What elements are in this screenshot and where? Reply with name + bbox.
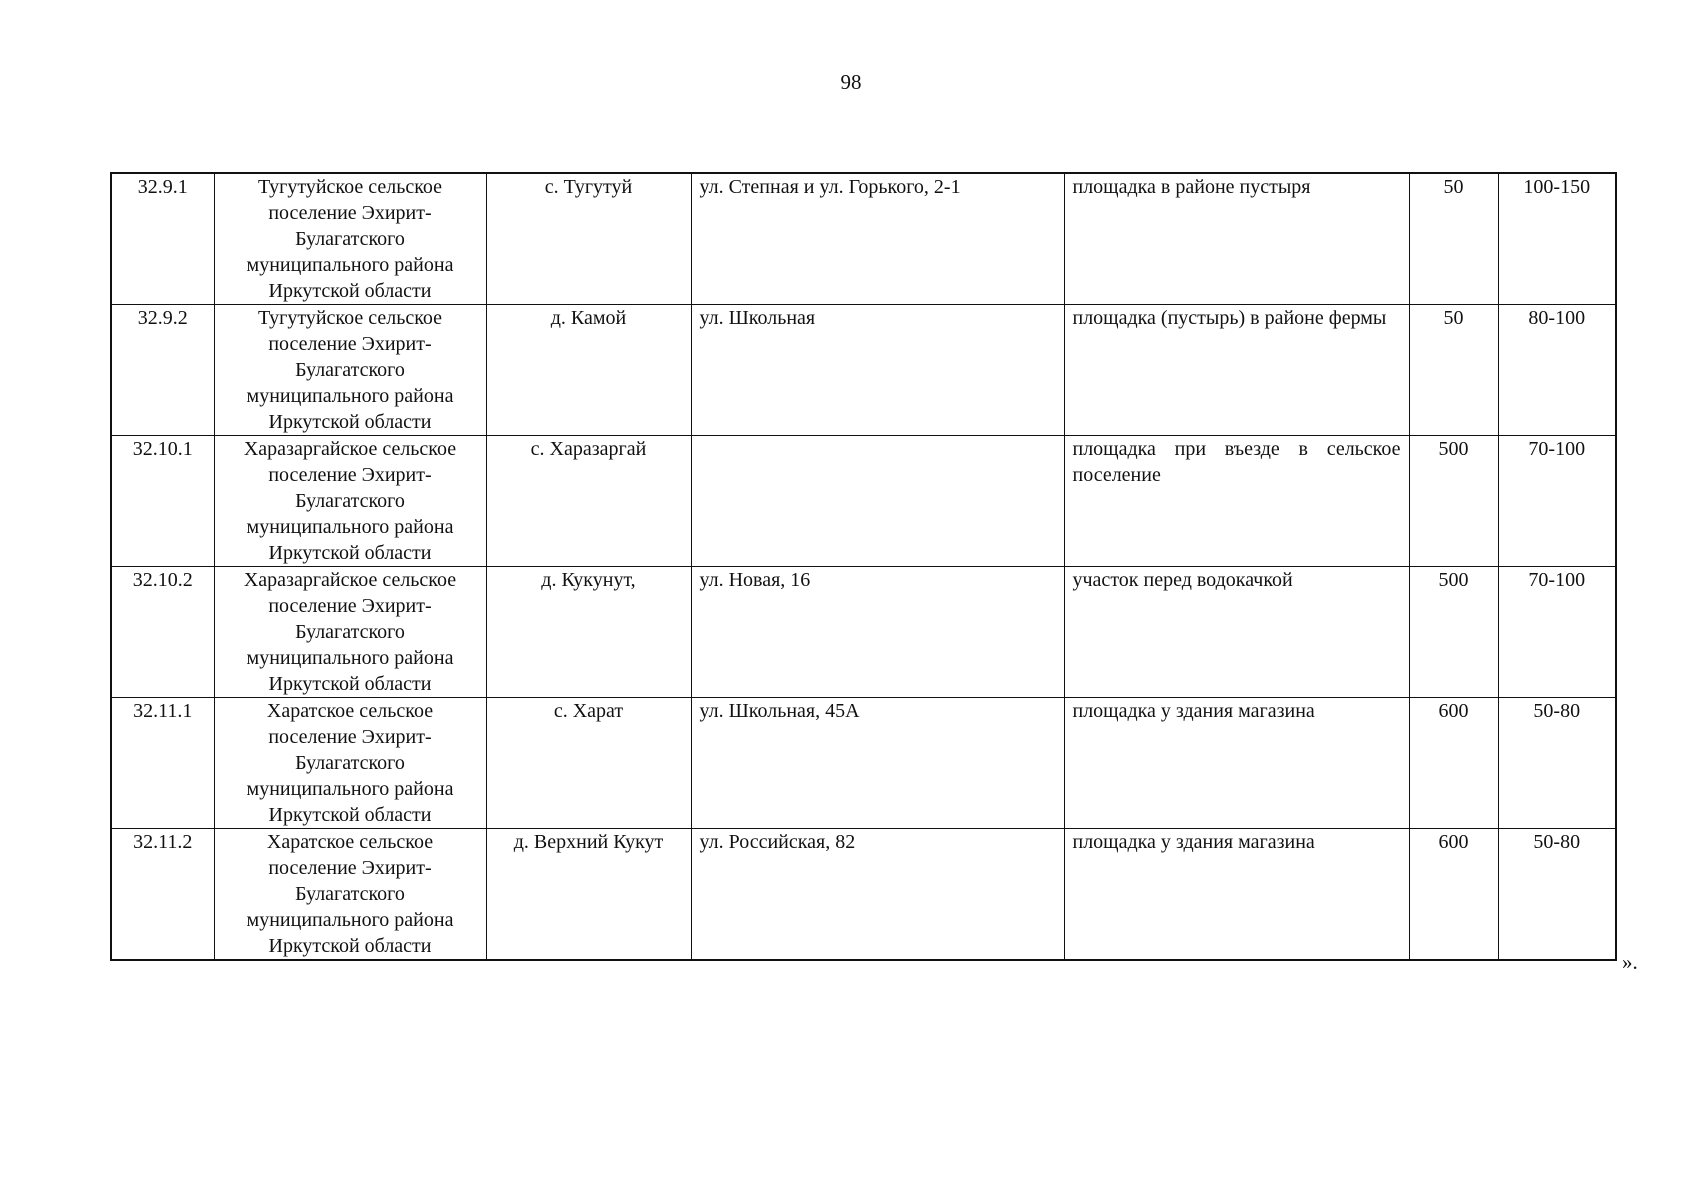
registry-table [110, 172, 1617, 961]
table-row [111, 173, 1616, 305]
distance-cell: 80-100 [1498, 305, 1616, 436]
page-number: 98 [840, 70, 862, 94]
street-cell: ул. Школьная [691, 305, 1064, 436]
row-number-cell: 32.11.1 [111, 698, 214, 829]
locality-cell: с. Харат [486, 698, 691, 829]
distance-cell: 50-80 [1498, 829, 1616, 961]
distance-cell: 70-100 [1498, 436, 1616, 567]
street-cell: ул. Степная и ул. Горького, 2-1 [691, 173, 1064, 305]
street-cell: ул. Школьная, 45А [691, 698, 1064, 829]
table-row [111, 436, 1616, 567]
table-row [111, 567, 1616, 698]
place-cell: площадка у здания магазина [1064, 698, 1409, 829]
closing-quote: ». [1622, 950, 1638, 974]
distance-cell: 100-150 [1498, 173, 1616, 305]
settlement-cell: Тугутуйское сельское поселение Эхирит-Булагатского муниципального района Иркутской области [214, 173, 486, 305]
locality-cell: д. Кукунут, [486, 567, 691, 698]
settlement-cell: Харазаргайское сельское поселение Эхирит-Булагатского муниципального района Иркутской области [214, 567, 486, 698]
row-number-cell: 32.9.1 [111, 173, 214, 305]
locality-cell: с. Харазаргай [486, 436, 691, 567]
street-cell [691, 436, 1064, 567]
settlement-cell: Харатское сельское поселение Эхирит-Булагатского муниципального района Иркутской области [214, 698, 486, 829]
row-number-cell: 32.10.2 [111, 567, 214, 698]
settlement-cell: Харатское сельское поселение Эхирит-Булагатского муниципального района Иркутской области [214, 829, 486, 961]
locality-cell: д. Верхний Кукут [486, 829, 691, 961]
distance-cell: 70-100 [1498, 567, 1616, 698]
locality-cell: с. Тугутуй [486, 173, 691, 305]
count-cell: 50 [1409, 173, 1498, 305]
distance-cell: 50-80 [1498, 698, 1616, 829]
count-cell: 600 [1409, 829, 1498, 961]
street-cell: ул. Российская, 82 [691, 829, 1064, 961]
place-cell: участок перед водокачкой [1064, 567, 1409, 698]
table-row [111, 829, 1616, 961]
count-cell: 500 [1409, 436, 1498, 567]
place-cell: площадка у здания магазина [1064, 829, 1409, 961]
place-cell: площадка в районе пустыря [1064, 173, 1409, 305]
table-row [111, 698, 1616, 829]
row-number-cell: 32.10.1 [111, 436, 214, 567]
settlement-cell: Тугутуйское сельское поселение Эхирит-Булагатского муниципального района Иркутской области [214, 305, 486, 436]
place-cell: площадка при въезде в сельское поселение [1064, 436, 1409, 567]
street-cell: ул. Новая, 16 [691, 567, 1064, 698]
settlement-cell: Харазаргайское сельское поселение Эхирит-Булагатского муниципального района Иркутской области [214, 436, 486, 567]
count-cell: 50 [1409, 305, 1498, 436]
locality-cell: д. Камой [486, 305, 691, 436]
count-cell: 500 [1409, 567, 1498, 698]
count-cell: 600 [1409, 698, 1498, 829]
table-row [111, 305, 1616, 436]
row-number-cell: 32.9.2 [111, 305, 214, 436]
place-cell: площадка (пустырь) в районе фермы [1064, 305, 1409, 436]
row-number-cell: 32.11.2 [111, 829, 214, 961]
